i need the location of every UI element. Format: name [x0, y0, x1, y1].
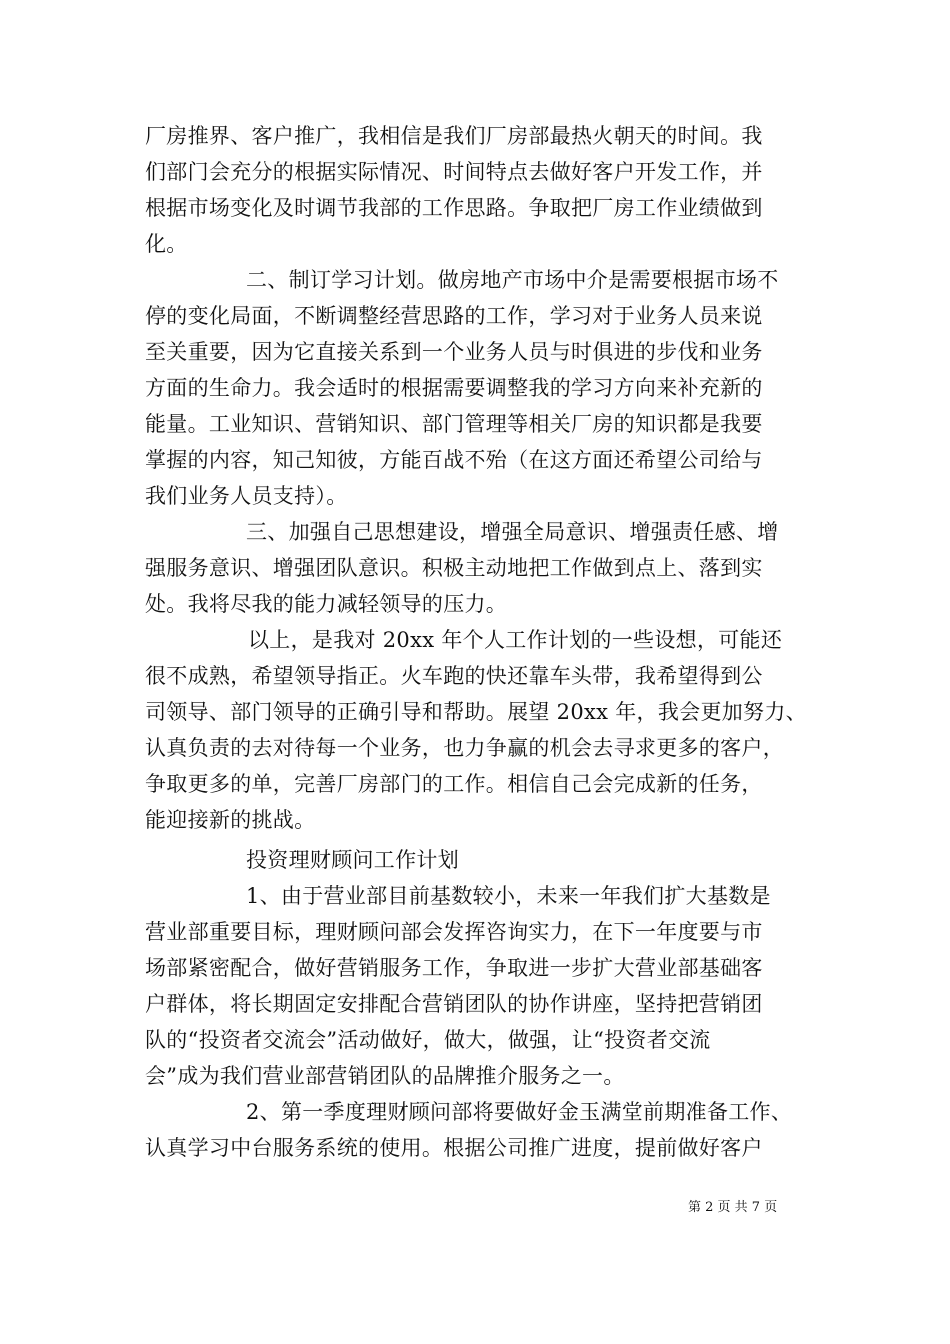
- text-line: 认真负责的去对待每一个业务，也力争赢的机会去寻求更多的客户，: [145, 736, 784, 760]
- text-line: 会”成为我们营业部营销团队的品牌推介服务之一。: [145, 1064, 625, 1088]
- text-line: 厂房推界、客户推广，我相信是我们厂房部最热火朝天的时间。我: [145, 124, 763, 148]
- text-line: 强服务意识、增强团队意识。积极主动地把工作做到点上、落到实: [145, 556, 763, 580]
- text-line: 至关重要，因为它直接关系到一个业务人员与时俱进的步伐和业务: [145, 340, 763, 364]
- page-number: 第 2 页 共 7 页: [688, 1200, 778, 1215]
- text-line: 很不成熟，希望领导指正。火车跑的快还靠车头带，我希望得到公: [145, 664, 763, 688]
- text-line: 场部紧密配合，做好营销服务工作，争取进一步扩大营业部基础客: [145, 956, 763, 980]
- section-title: 投资理财顾问工作计划: [246, 848, 459, 872]
- text-line: 处。我将尽我的能力减轻领导的压力。: [145, 592, 508, 616]
- text-line: 停的变化局面，不断调整经营思路的工作，学习对于业务人员来说: [145, 304, 763, 328]
- text-line: 掌握的内容，知己知彼，方能百战不殆（在这方面还希望公司给与: [145, 448, 763, 472]
- paragraph-heading-3: 三、加强自己思想建设，增强全局意识、增强责任感、增: [246, 520, 779, 544]
- text-line: 能量。工业知识、营销知识、部门管理等相关厂房的知识都是我要: [145, 412, 763, 436]
- text-line: 能迎接新的挑战。: [145, 808, 316, 832]
- text-line: 们部门会充分的根据实际情况、时间特点去做好客户开发工作，并: [145, 160, 763, 184]
- text-line: 认真学习中台服务系统的使用。根据公司推广进度，提前做好客户: [145, 1136, 763, 1160]
- text-line: 方面的生命力。我会适时的根据需要调整我的学习方向来补充新的: [145, 376, 763, 400]
- paragraph-heading-2: 二、制订学习计划。做房地产市场中介是需要根据市场不: [246, 268, 779, 292]
- text-line: 化。: [145, 232, 188, 256]
- paragraph-start: 2、第一季度理财顾问部将要做好金玉满堂前期准备工作、: [246, 1100, 793, 1124]
- text-line: 我们业务人员支持）。: [145, 484, 348, 508]
- text-line: 队的“投资者交流会”活动做好，做大，做强，让“投资者交流: [145, 1028, 711, 1052]
- text-line: 根据市场变化及时调节我部的工作思路。争取把厂房工作业绩做到: [145, 196, 763, 220]
- paragraph-start: 以上，是我对 20xx 年个人工作计划的一些设想，可能还: [248, 628, 783, 652]
- text-line: 户群体，将长期固定安排配合营销团队的协作讲座，坚持把营销团: [145, 992, 763, 1016]
- paragraph-start: 1、由于营业部目前基数较小，未来一年我们扩大基数是: [246, 884, 771, 908]
- text-line: 营业部重要目标，理财顾问部会发挥咨询实力，在下一年度要与市: [145, 920, 763, 944]
- text-line: 争取更多的单，完善厂房部门的工作。相信自己会完成新的任务，: [145, 772, 763, 796]
- text-line: 司领导、部门领导的正确引导和帮助。展望 20xx 年，我会更加努力、: [145, 700, 807, 724]
